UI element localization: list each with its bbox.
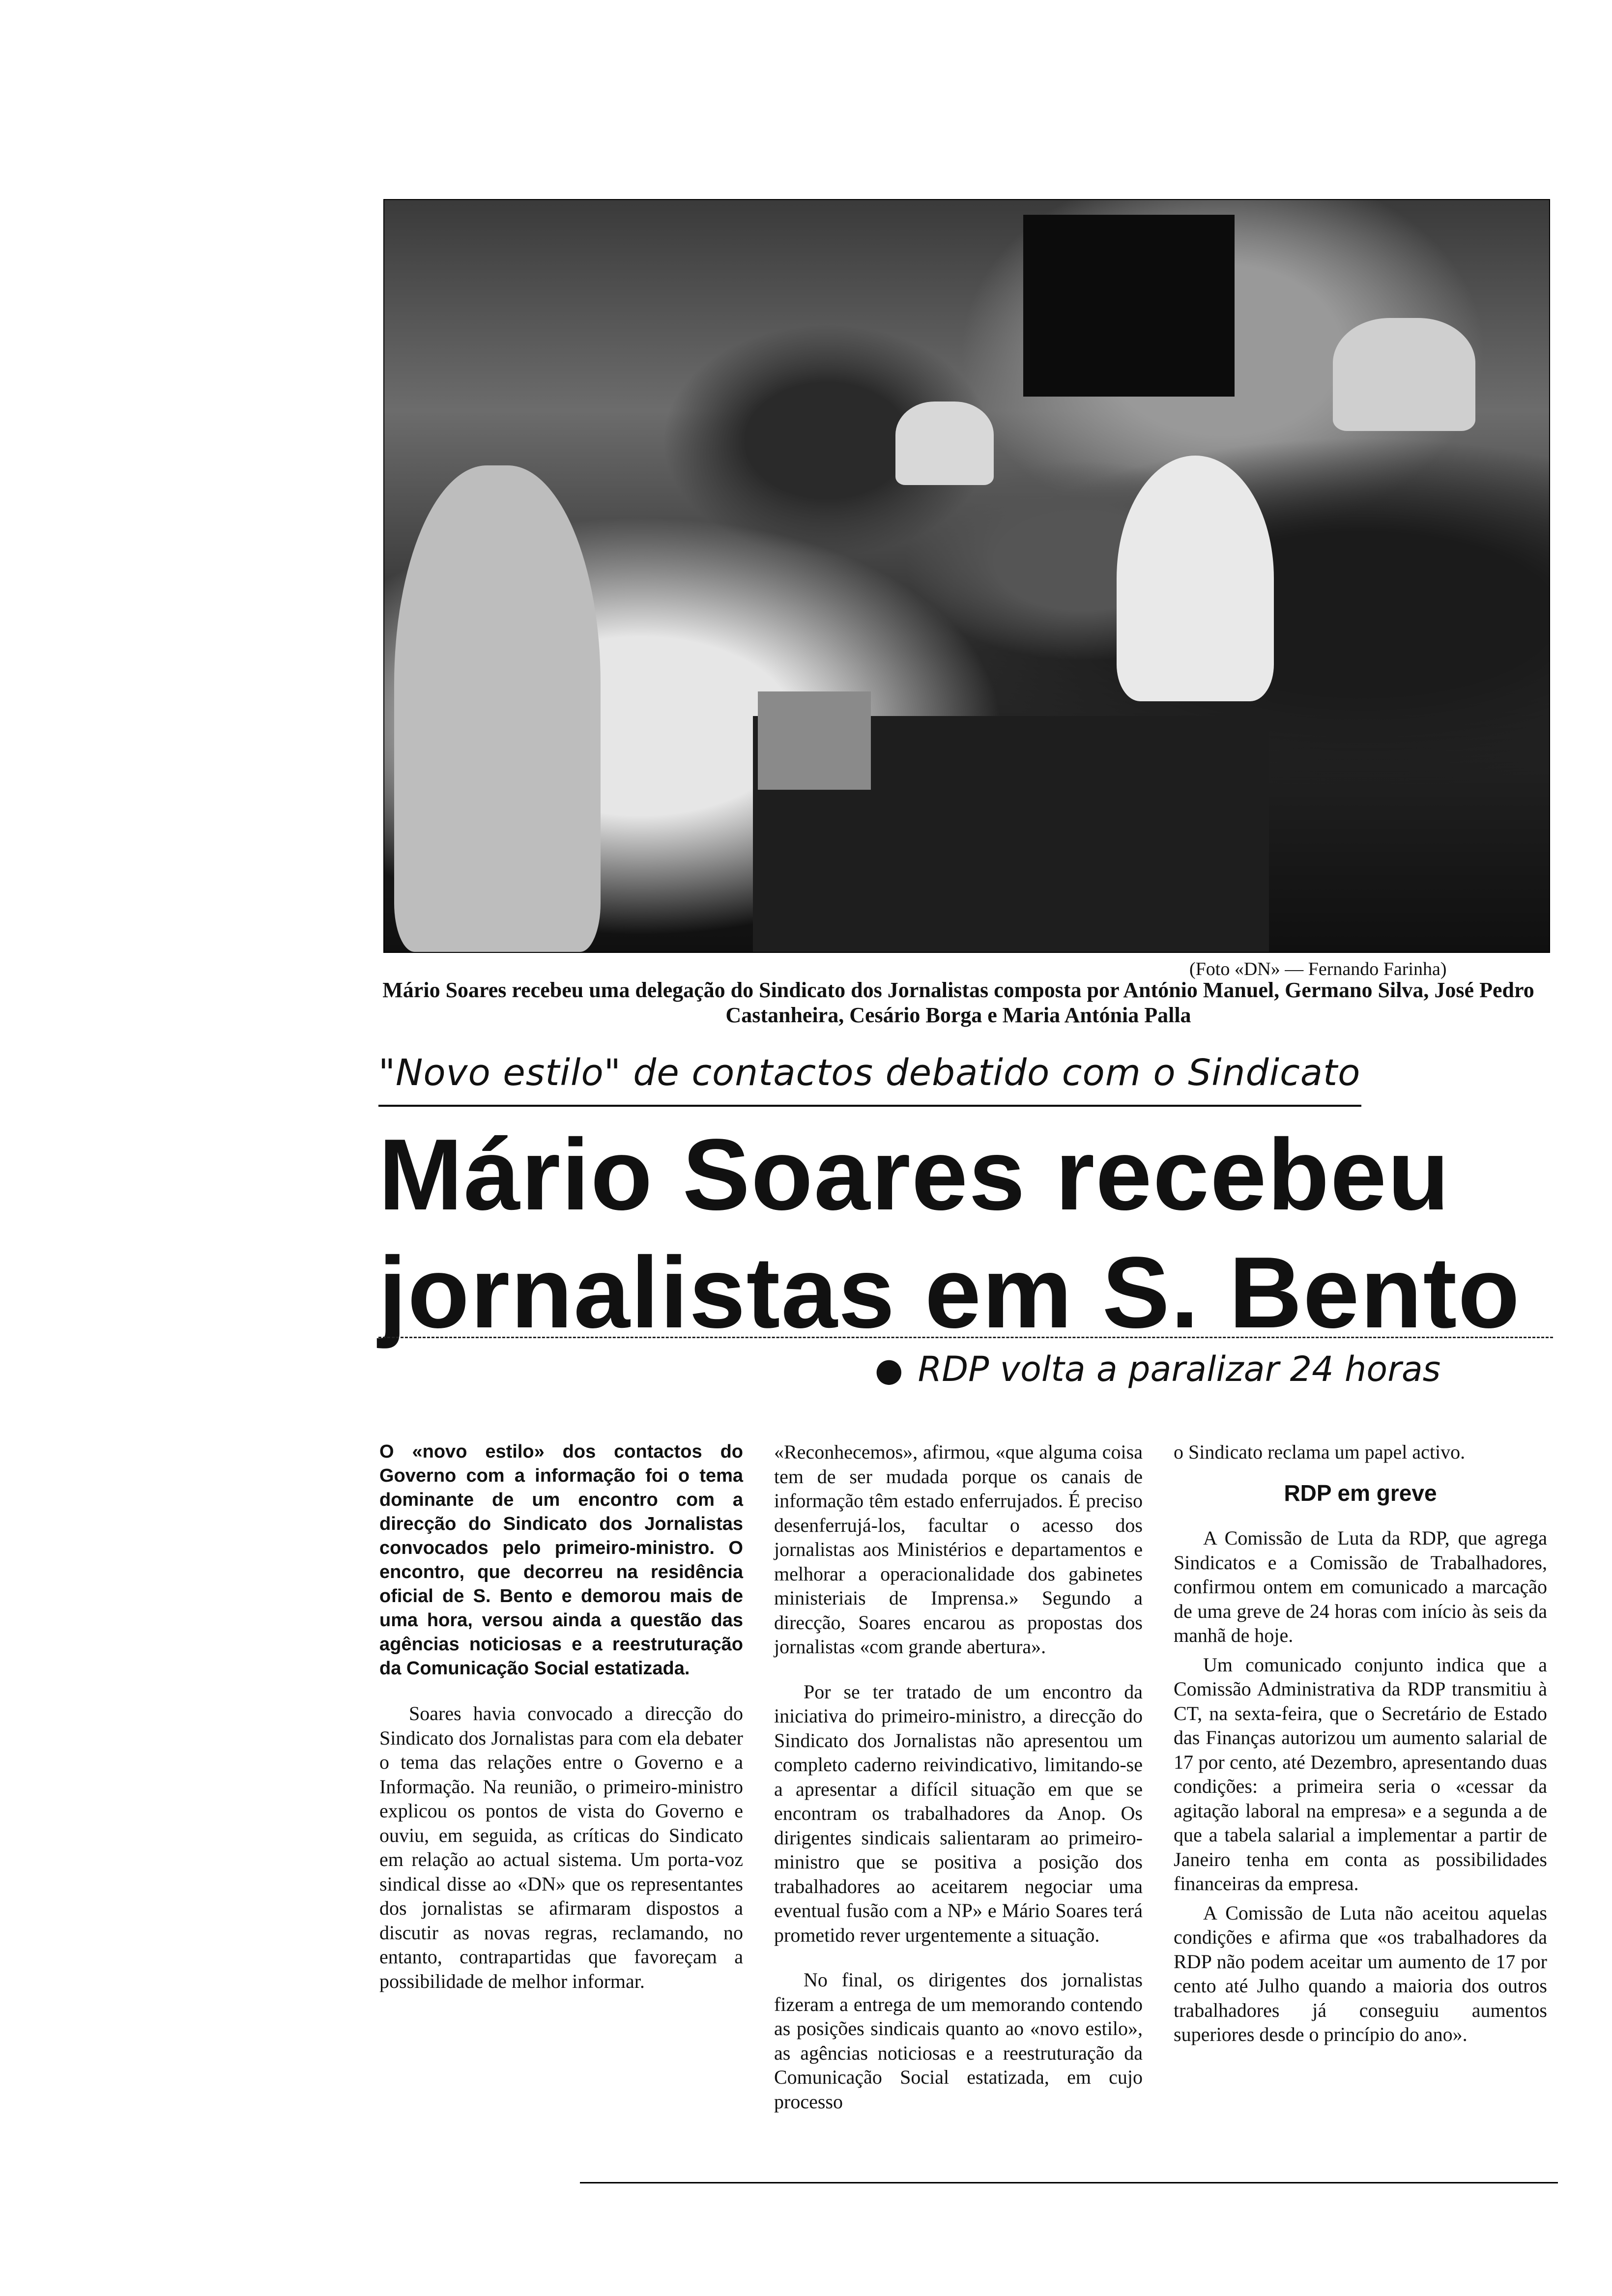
article-column-3 [1174,1440,1547,2047]
subhead [875,1349,1440,1389]
body-paragraph: No final, os dirigentes dos jornalistas fizeram a entrega de um memorando contendo as posições sindicais quanto ao «novo estilo», as agências noticiosas e a reestruturação da Comunicação Social estatizada, em cujo processo [774,1969,1143,2113]
article-column-1 [379,1440,743,1993]
footer-rule [580,2182,1558,2183]
body-paragraph: Um comunicado conjunto indica que a Comissão Administrativa da RDP transmitiu à CT, na sexta-feira, que o Secretário de Estado das Finanças autorizou um aumento salarial de 17 por cento, até Dezembro, apresentando duas condições: a primeira seria o «cessar da agitação laboral na empresa» e a segunda a de que a tabela salarial a implementar a partir de Janeiro tenha em conta as possibilidades financeiras da empresa. [1174,1653,1547,1894]
headline-rule [378,1337,1553,1338]
headline-line-2: jornalistas em S. Bento [378,1236,1521,1349]
body-paragraph: Por se ter tratado de um encontro da iniciativa do primeiro-ministro, a direcção do Sindicato dos Jornalistas não apresentou um completo caderno reivindicativo, limitando-se a apresentar a difícil situação em que se encontram os trabalhadores da Anop. Os dirigentes sindicais salientaram ao primeiro-ministro que se positiva a posição dos trabalhadores ao aceitarem negociar uma eventual fusão com a NP» e Mário Soares terá prometido rever urgentemente a situação. [774,1680,1143,1946]
article-column-2 [774,1440,1143,2114]
photo-person [394,465,601,952]
body-paragraph: A Comissão de Luta não aceitou aquelas condições e afirma que «os trabalhadores da RDP não podem aceitar um aumento de 17 por cento até Julho quando a maioria dos outros trabalhadores já conseguiu aumentos superiores desde o princípio do ano». [1174,1901,1547,2045]
photo-lamp [895,402,994,485]
headline-line-1: Mário Soares recebeu [378,1118,1451,1231]
kicker-rule [378,1105,1361,1107]
headline [378,1116,1558,1351]
photo-window [1023,215,1235,397]
body-paragraph: «Reconhecemos», afirmou, «que alguma coisa tem de ser mudada porque os canais de informação têm estado enferrujados. É preciso desenferrujá-los, facultar o acesso dos jornalistas aos Ministérios e departamentos e melhorar a operacionalidade dos gabinetes ministeriais de Imprensa.» Segundo a direcção, Soares encarou as propostas dos jornalistas «com grande abertura». [774,1441,1143,1658]
photo-person [1117,456,1274,701]
bullet-icon: ● [875,1351,903,1389]
kicker: "Novo estilo" de contactos debatido com o Sindicato [378,1052,1361,1094]
photo-caption: Mário Soares recebeu uma delegação do Sindicato dos Jornalistas composta por António Manuel, Germano Silva, José Pedro Castanheira, Cesário Borga e Maria Antónia Palla [382,978,1534,1027]
photo-books [758,691,871,790]
photo-credit: (Foto «DN» — Fernando Farinha) [1189,959,1447,979]
photo-lamp [1333,318,1475,431]
subhead-text: RDP volta a paralizar 24 horas [918,1349,1441,1389]
section-heading: RDP em greve [1284,1480,1437,1506]
news-photo [383,199,1550,953]
body-paragraph: Soares havia convocado a direcção do Sindicato dos Jornalistas para com ela debater o tema das relações entre o Governo e a Informação. Na reunião, o primeiro-ministro explicou os pontos de vista do Governo e ouviu, em seguida, as críticas do Sindicato em relação ao actual sistema. Um porta-voz sindical disse ao «DN» que os representantes dos jornalistas se afirmaram dispostos a discutir as novas regras, reclamando, no entanto, contrapartidas que favoreçam a possibilidade de melhor informar. [379,1702,743,1992]
lead-paragraph: O «novo estilo» dos contactos do Governo com a informação foi o tema dominante de um encontro com a direcção do Sindicato dos Jornalistas convocados pelo primeiro-ministro. O encontro, que decorreu na residência oficial de S. Bento e demorou mais de uma hora, versou ainda a questão das agências noticiosas e a reestruturação da Comunicação Social estatizada. [379,1441,743,1679]
continued-paragraph: o Sindicato reclama um papel activo. [1174,1441,1466,1463]
body-paragraph: A Comissão de Luta da RDP, que agrega Sindicatos e a Comissão de Trabalhadores, confirmou ontem em comunicado a marcação de uma greve de 24 horas com início às seis da manhã de hoje. [1174,1527,1547,1646]
